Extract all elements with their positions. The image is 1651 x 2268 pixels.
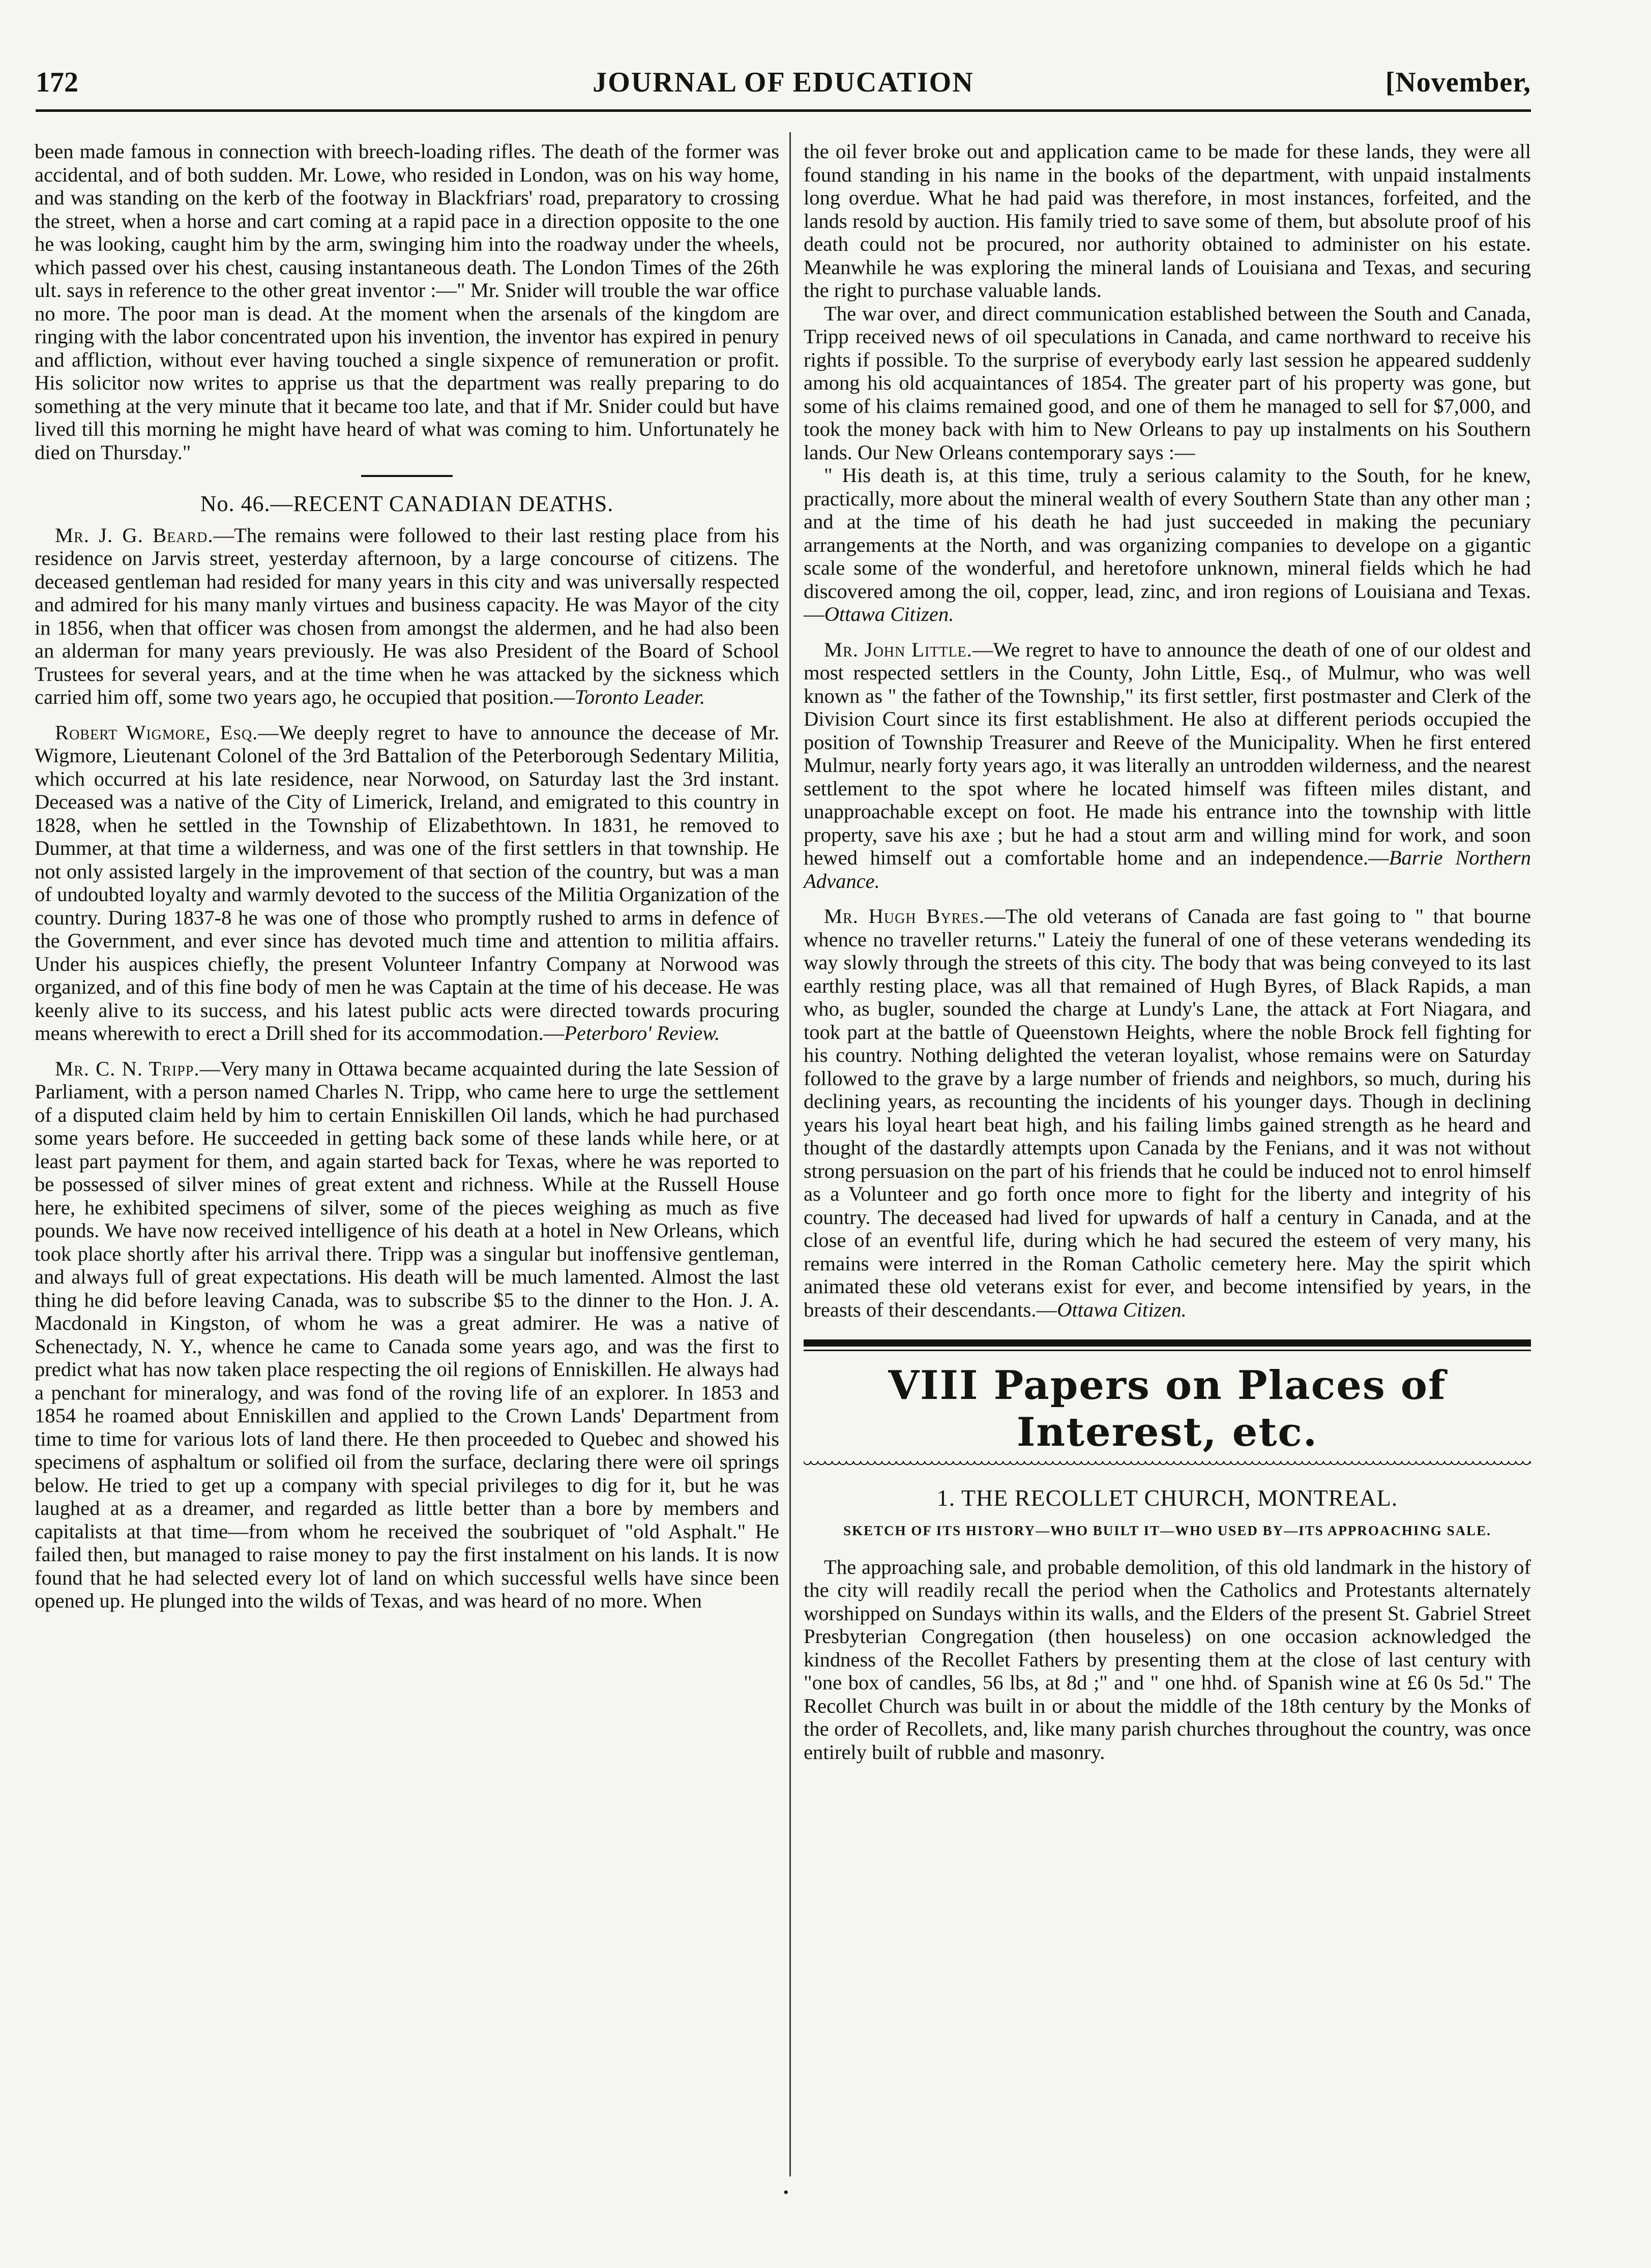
obituary-name: Mr. C. N. Tripp. <box>55 1057 200 1080</box>
wavy-rule <box>804 1461 1531 1468</box>
obituary-little <box>804 638 1531 893</box>
page-number: 172 <box>36 67 78 98</box>
tripp-continuation-2: The war over, and direct communication established between the South and Canada, Tripp received news of oil speculations in Canada, and came northward to receive his rights if possible. To the surprise of everybody early last session he appeared suddenly among his old acquaintances of 1854. The greater part of his property was gone, but some of his claims remained good, and one of them he managed to sell for $7,000, and took the money back with him to New Orleans to pay up instalments on his Southern lands. Our New Orleans contemporary says :— <box>804 302 1531 464</box>
article-title: 1. THE RECOLLET CHURCH, MONTREAL. <box>936 1485 1398 1511</box>
issue-month: [November, <box>1385 67 1531 98</box>
obituary-name: Mr. J. G. Beard. <box>55 523 214 547</box>
obituary-source: Ottawa Citizen. <box>1057 1298 1187 1321</box>
right-column <box>804 140 1531 1764</box>
page-header <box>36 60 1531 101</box>
obituary-text: —The old veterans of Canada are fast going to " that bourne whence no traveller returns." Lateiy the funeral of one of these veterans wendeding its way slowly through the streets of this city. The body that was being conveyed to its last earthly resting place, was all that remained of Hugh Byres, of Black Rapids, a man who, as bugler, sounded the charge at Lundy's Lane, the attack at Fort Niagara, and took part at the battle of Queenstown Heights, where the noble Brock fell fighting for his country. Nothing delighted the veteran loyalist, whose remains were on Saturday followed to the grave by a large number of friends and neighbors, so much, during his declining years, as recounting the incidents of his younger days. Though in declining years his loyal heart beat high, and his failing limbs gained strength as he heard and thought of the dastardly attempts upon Canada by the Fenians, and it was not without strong persuasion on the part of his friends that he could be induced not to enrol himself as a Volunteer and go forth once more to fight for the liberty and integrity of his country. The deceased had lived for upwards of half a century in Canada, and at the close of an eventful life, during which he had secured the esteem of very many, his remains were interred in the Roman Catholic cemetery here. May the spirit which animated these old veterans exist for ever, and become intensified by years, in the breasts of their descendants.— <box>804 905 1531 1321</box>
obituary-name: Robert Wigmore, Esq. <box>55 721 258 744</box>
snider-article-continuation: been made famous in connection with breech-loading rifles. The death of the former was accidental, and of both sudden. Mr. Lowe, who resided in London, was on his way home, and was standing on the kerb of the footway in Blackfriars' road, preparatory to crossing the street, when a horse and cart coming at a rapid pace in a direction opposite to the one he was looking, caught him by the arm, swinging him into the roadway under the wheels, which passed over his chest, causing instantaneous death. The London Times of the 26th ult. says in reference to the other great inventor :—" Mr. Snider will trouble the war office no more. The poor man is dead. At the moment when the arsenals of the kingdom are ringing with the labor concentrated upon his invention, the inventor has expired in penury and affliction, without ever having touched a single sixpence of remuneration or profit. His solicitor now writes to apprise us that the department was really preparing to do something at the very minute that it became too late, and that if Mr. Snider could but have lived till this morning he might have heard of what was coming to him. Unfortunately he died on Thursday." <box>35 140 779 464</box>
quote-source: Ottawa Citizen. <box>824 603 954 625</box>
obituary-text: —We regret to have to announce the death of one of our oldest and most respected settlers in the County, John Little, Esq., of Mulmur, who was well known as " the father of the Township," its first settler, first postmaster and Clerk of the Division Court since its first establishment. He also at different periods occupied the position of Township Treasurer and Reeve of the Municipality. When he first entered Mulmur, nearly forty years ago, it was literally an untrodden wilderness, and the nearest settlement to the spot where he located himself was fifteen miles distant, and unapproachable except on foot. He made his entrance into the township with little property, save his axe ; but he had a stout arm and willing mind for work, and soon hewed himself out a comfortable home and an independence.— <box>804 638 1531 869</box>
quote-text: " His death is, at this time, truly a serious calamity to the South, for he knew, practically, more about the mineral wealth of every Southern State than any other man ; and at the time of his death he had just succeeded in making the pecuniary arrangements at the North, and was organizing companies to develope on a gigantic scale some of the wonderful, and heretofore unknown, mineral fields which he had discovered among the oil, copper, lead, zinc, and iron regions of Louisiana and Texas.— <box>804 464 1531 625</box>
tripp-quote <box>804 464 1531 626</box>
obituary-source: Barrie Northern Advance. <box>804 846 1531 892</box>
column-divider <box>789 132 791 2176</box>
article-subheading: SKETCH OF ITS HISTORY—WHO BUILT IT—WHO USED BY—ITS APPROACHING SALE. <box>843 1523 1491 1538</box>
footer-mark: • <box>783 2184 789 2201</box>
article-body: The approaching sale, and probable demolition, of this old landmark in the history of the city will readily recall the period when the Catholics and Protestants alternately worshipped on Sundays within its walls, and the Elders of the present St. Gabriel Street Presbyterian Congregation (then houseless) on one occasion acknowledged the kindness of the Recollet Fathers by presenting them at the close of last century with "one box of candles, 56 lbs, at 8d ;" and " one hhd. of Spanish wine at £6 0s 5d." The Recollet Church was built in or about the middle of the 18th century by the Monks of the order of Recollets, and, like many parish churches throughout the country, was once entirely built of rubble and masonry. <box>804 1555 1531 1764</box>
obituary-name: Mr. John Little. <box>824 638 972 661</box>
obituary-byres <box>804 905 1531 1321</box>
section-banner: VIII Papers on Places of Interest, etc. <box>888 1362 1447 1455</box>
obituary-name: Mr. Hugh Byres. <box>824 905 985 928</box>
obituary-wigmore <box>35 721 779 1045</box>
article-separator <box>361 475 453 477</box>
journal-title: JOURNAL OF EDUCATION <box>593 67 974 98</box>
section-thin-rule <box>804 1350 1531 1351</box>
obituary-tripp <box>35 1057 779 1613</box>
obituary-text: —Very many in Ottawa became acquainted during the late Session of Parliament, with a person named Charles N. Tripp, who came here to urge the settlement of a disputed claim held by him to certain Enniskillen Oil lands, which he had purchased some years before. He succeeded in getting back some of these lands while here, or at least part payment for them, and again started back for Texas, where he was reported to be possessed of silver mines of great extent and richness. While at the Russell House here, he exhibited specimens of silver, some of the pieces weighing as much as five pounds. We have now received intelligence of his death at a hotel in New Orleans, which took place shortly after his arrival there. Tripp was a singular but inoffensive gentleman, and always full of great expectations. His death will be much lamented. Almost the last thing he did before leaving Canada, was to subscribe $5 to the dinner to the Hon. J. A. Macdonald in Kingston, of whom he was a great admirer. He was a native of Schenectady, N. Y., whence he came to Canada some years ago, and was the first to predict what has now taken place respecting the oil regions of Enniskillen. He always had a penchant for mineralogy, and was fond of the roving life of an explorer. In 1853 and 1854 he roamed about Enniskillen and applied to the Crown Lands' Department from time to time for various lots of land there. He then proceeded to Quebec and showed his specimens of asphaltum or solified oil from the surface, declaring there were oil springs below. He tried to get up a company with special privileges to dig for it, but he was laughed at as a dreamer, and regarded as little better than a bore by members and capitalists at that time—from whom he received the soubriquet of "old Asphalt." He failed then, but managed to raise money to pay the first instalment on his lands. It is now found that he had selected every lot of land on which successful wells have since been opened up. He plunged into the wilds of Texas, and was heard of no more. When <box>35 1057 780 1612</box>
obituary-source: Peterboro' Review. <box>564 1022 720 1045</box>
section-heading: No. 46.—RECENT CANADIAN DEATHS. <box>200 491 614 516</box>
obituary-text: —The remains were followed to their last resting place from his residence on Jarvis street, yesterday afternoon, by a large concourse of citizens. The deceased gentleman had resided for many years in this city and was universally respected and admired for his many manly virtues and business capacity. He was Mayor of the city in 1856, when that officer was chosen from amongst the aldermen, and he had also been an alderman for many years previously. He was also President of the Board of School Trustees for several years, and at the time when he was attacked by the sickness which carried him off, some two years ago, he occupied that position.— <box>35 523 780 708</box>
tripp-continuation: the oil fever broke out and application came to be made for these lands, they were all found standing in his name in the books of the department, with unpaid instalments long overdue. What he had paid was therefore, in most instances, forfeited, and the lands resold by auction. His family tried to save some of them, but absolute proof of his death could not be procured, nor authority obtained to administer on his estate. Meanwhile he was exploring the mineral lands of Louisiana and Texas, and securing the right to purchase valuable lands. <box>804 140 1531 302</box>
left-column <box>35 140 779 1613</box>
obituary-text: —We deeply regret to have to announce the decease of Mr. Wigmore, Lieutenant Colonel of the 3rd Battalion of the Peterborough Sedentary Militia, which occurred at his late residence, near Norwood, on Saturday last the 3rd instant. Deceased was a native of the City of Limerick, Ireland, and emigrated to this country in 1828, when he settled in the Township of Elizabethtown. In 1831, he removed to Dummer, at that time a wilderness, and was one of the first settlers in that township. He not only assisted largely in the improvement of that section of the country, but was a man of undoubted loyalty and warmly devoted to the success of the Militia Organization of the country. During 1837-8 he was one of those who promptly rushed to arms in defence of the Government, and ever since has devoted much time and attention to militia affairs. Under his auspices chiefly, the present Volunteer Infantry Company at Norwood was organized, and of this fine body of men he was Captain at the time of his decease. He was keenly alive to its success, and his latest public acts were directed towards procuring means wherewith to erect a Drill shed for its accommodation.— <box>35 721 779 1045</box>
header-rule <box>36 109 1531 112</box>
obituary-beard <box>35 524 779 709</box>
obituary-source: Toronto Leader. <box>574 685 705 708</box>
section-heavy-rule <box>804 1339 1531 1347</box>
